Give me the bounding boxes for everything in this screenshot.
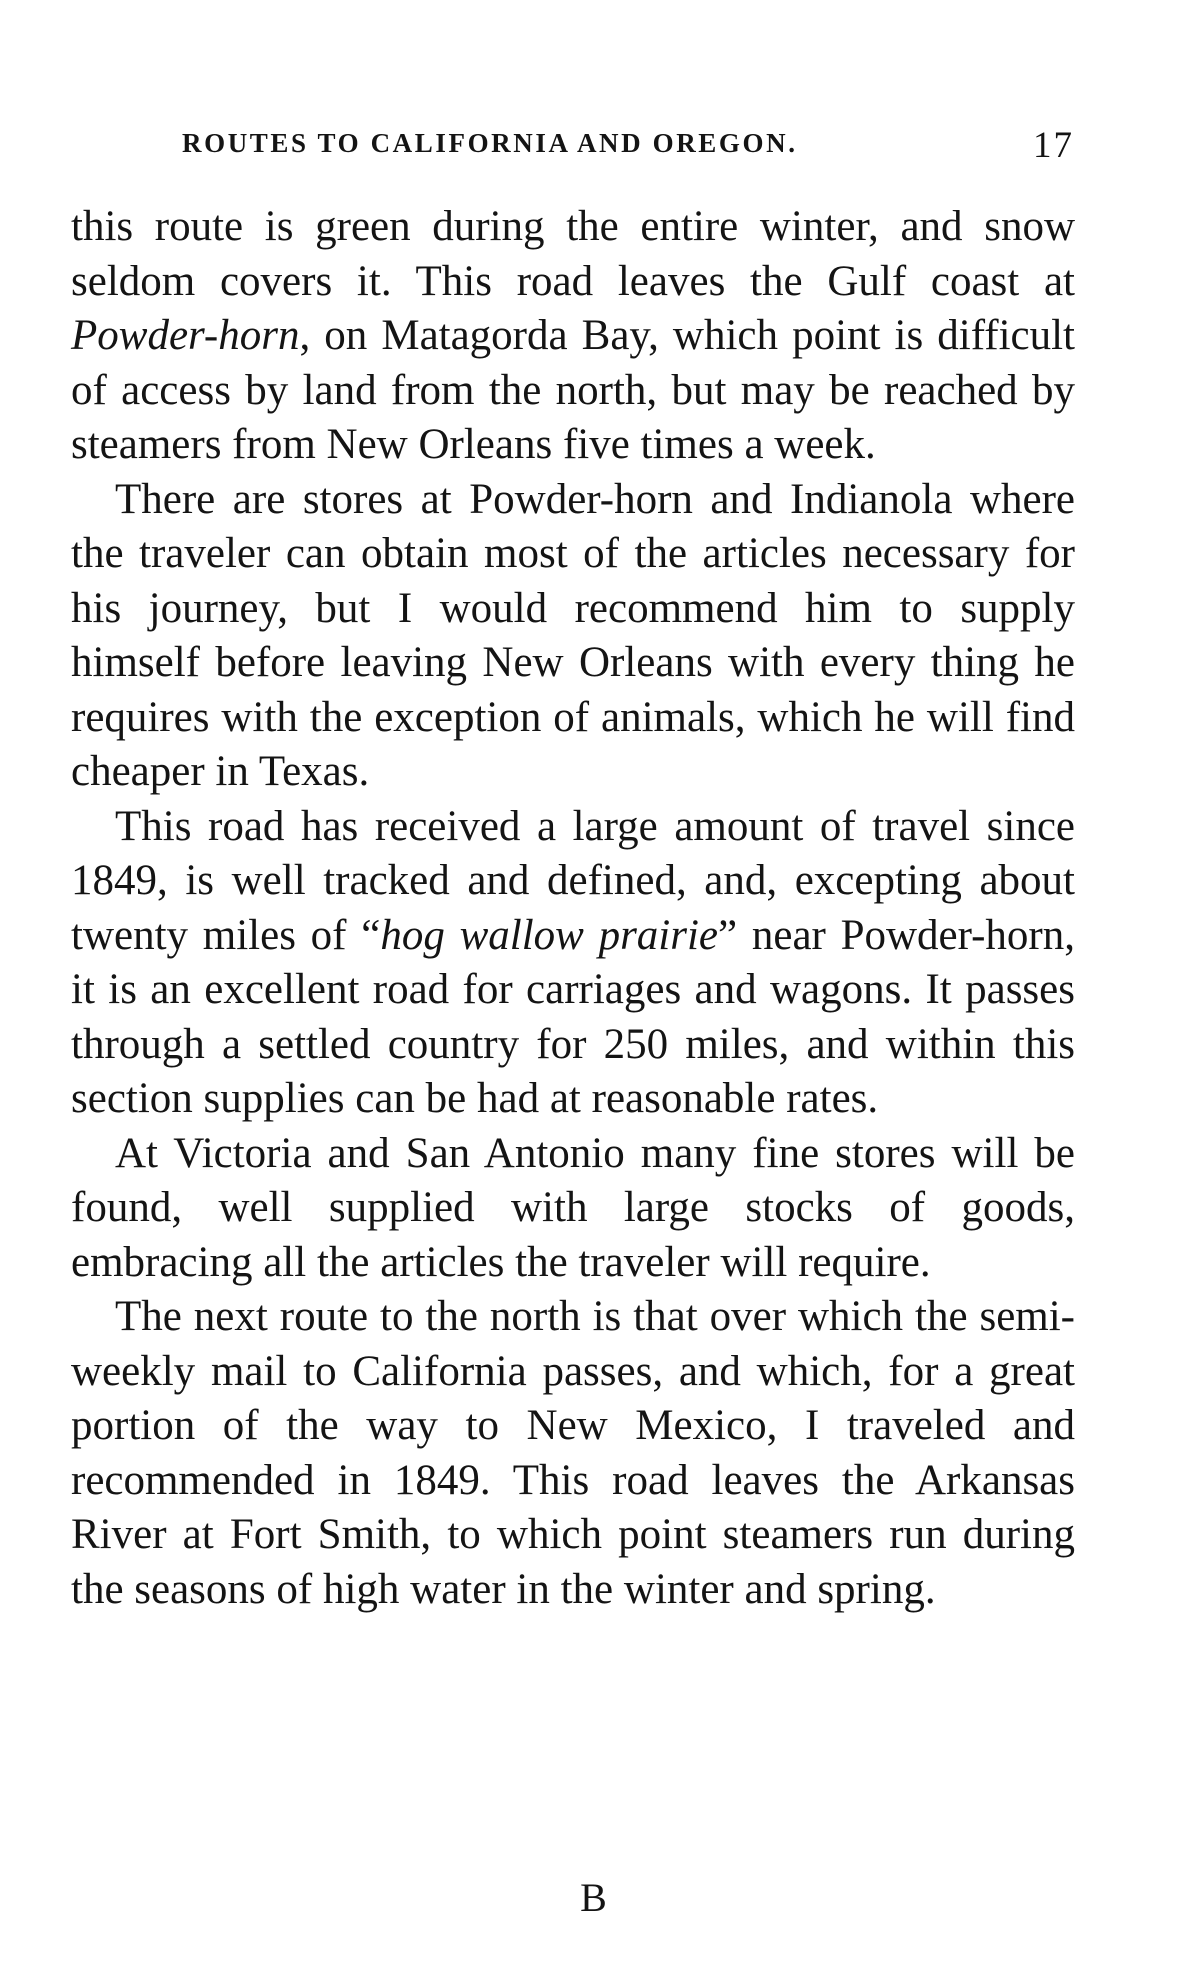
signature-mark: B <box>580 1875 607 1920</box>
paragraph-1-text-a: this route is green during the entire winter, and snow seldom covers it. This road leaves the Gulf coast at <box>71 203 1075 305</box>
paragraph-1-italic-place: Powder-horn <box>71 312 300 359</box>
paragraph-4: At Victoria and San Antonio many fine stores will be found, well supplied with large stocks of goods, embracing all the articles the traveler will require. <box>71 1129 1075 1286</box>
running-head <box>182 125 1074 168</box>
paragraph-3-text-a: This road has received a large amount of travel since 1849, is well tracked and defined, and, excepting about twenty miles of “ <box>71 802 1075 959</box>
paragraph-5: The next route to the north is that over which the semi-weekly mail to California passes, and which, for a great portion of the way to New Mexico, I traveled and recommended in 1849. This road leaves the Arkansas River at Fort Smith, to which point steamers run during the seasons of high water in the winter and spring. <box>71 1293 1075 1613</box>
paragraph-3-italic-term: hog wallow prairie <box>380 911 719 959</box>
paragraph-1 <box>71 200 1075 473</box>
paragraph-1-text-b: , on Matagorda Bay, which point is difficult of access by land from the north, but may be reached by steamers from New Orleans five times a week. <box>71 312 1075 468</box>
paragraph-2: There are stores at Powder-horn and Indianola where the traveler can obtain most of the articles necessary for his journey, but I would recommend him to supply himself before leaving New Orleans with every thing he requires with the exception of animals, which he will find cheaper in Texas. <box>71 475 1075 795</box>
running-title: ROUTES TO CALIFORNIA AND OREGON. <box>182 128 798 158</box>
body-text <box>71 200 1075 1617</box>
paragraph-3 <box>71 800 1075 1127</box>
paragraph-3-text-b: ” near Powder-horn, it is an excellent road for carriages and wagons. It passes through a settled country for 250 miles, and within this section supplies can be had at reasonable rates. <box>71 911 1075 1122</box>
page-number: 17 <box>1033 125 1074 166</box>
